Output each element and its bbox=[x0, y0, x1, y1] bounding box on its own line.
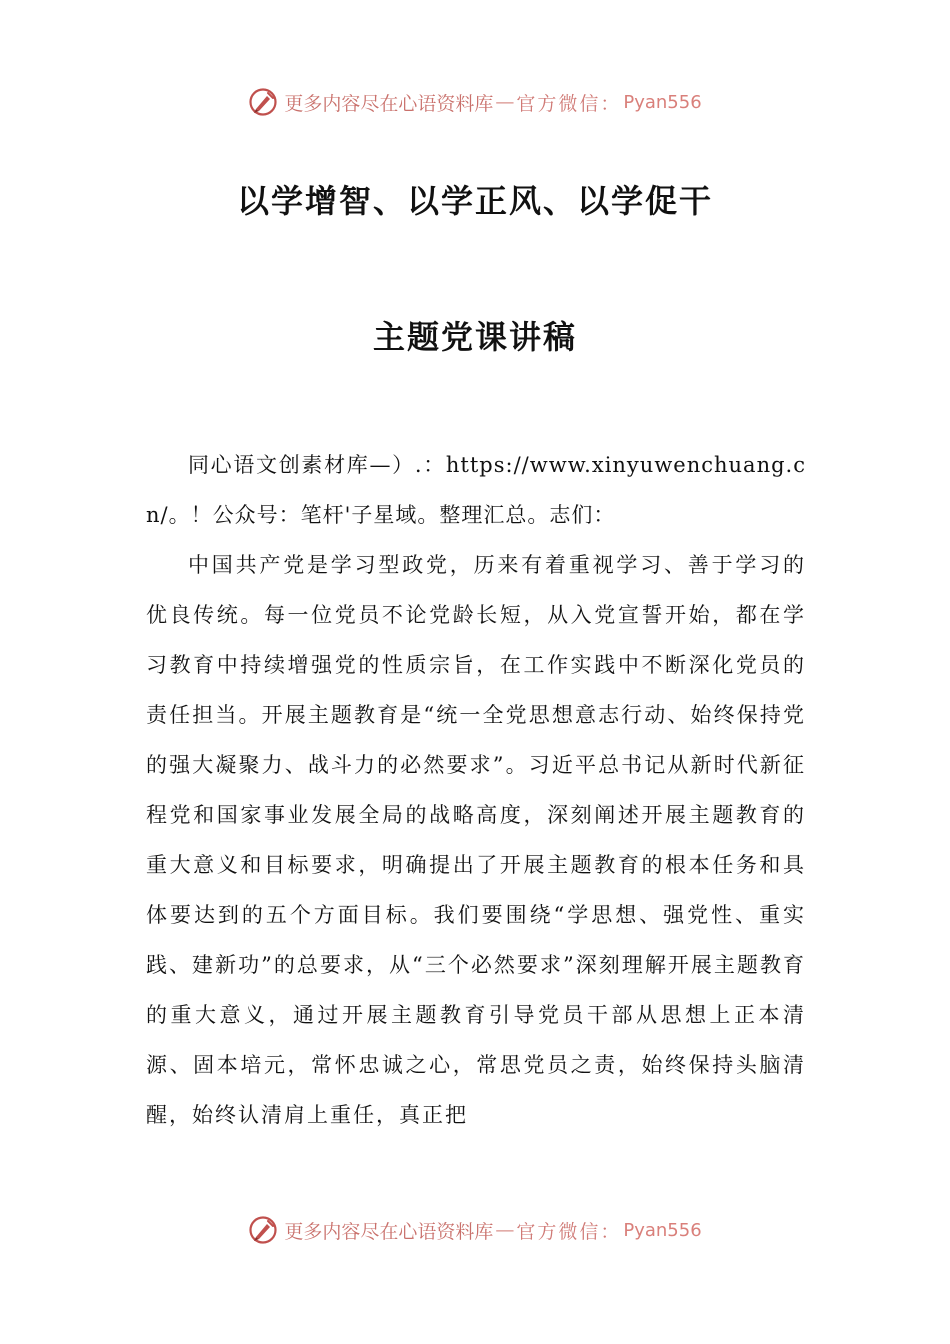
footer-watermark bbox=[0, 1210, 950, 1250]
document-title-line-1: 以学增智、以学正风、以学促干 bbox=[236, 182, 713, 220]
header-watermark bbox=[0, 82, 950, 122]
body-paragraph: 中国共产党是学习型政党，历来有着重视学习、善于学习的优良传统。每一位党员不论党龄长短，从入党宣誓开始，都在学习教育中持续增强党的性质宗旨，在工作实践中不断深化党员的责任担当。开展主题教育是“统一全党思想意志行动、始终保持党的强大凝聚力、战斗力的必然要求”。习近平总书记从新时代新征程党和国家事业发展全局的战略高度，深刻阐述开展主题教育的重大意义和目标要求，明确提出了开展主题教育的根本任务和具体要达到的五个方面目标。我们要围绕“学思想、强党性、重实践、建新功”的总要求，从“三个必然要求”深刻理解开展主题教育的重大意义，通过开展主题教育引导党员干部从思想上正本清源、固本培元，常怀忠诚之心，常思党员之责，始终保持头脑清醒，始终认清肩上重任，真正把 bbox=[146, 553, 806, 1127]
watermark-separator: — bbox=[495, 1219, 515, 1241]
watermark-brand: 更多内容尽在心语资料库 bbox=[284, 92, 494, 115]
document-body bbox=[146, 440, 806, 1140]
watermark-label: 官方微信： bbox=[516, 92, 622, 115]
watermark-brand: 更多内容尽在心语资料库 bbox=[284, 1220, 494, 1243]
body-paragraph-intro: 同心语文创素材库—）.：https://www.xinyuwenchuang.cn/。！公众号：笔杆'子星域。整理汇总。志们： bbox=[146, 453, 806, 527]
pen-logo-icon bbox=[248, 87, 278, 117]
watermark-wechat-id: Pyan556 bbox=[623, 91, 702, 113]
watermark-label: 官方微信： bbox=[516, 1220, 622, 1243]
document-title-line-2: 主题党课讲稿 bbox=[372, 318, 577, 356]
watermark-wechat-id: Pyan556 bbox=[623, 1219, 702, 1241]
watermark-separator: — bbox=[495, 91, 515, 113]
pen-logo-icon bbox=[248, 1215, 278, 1245]
